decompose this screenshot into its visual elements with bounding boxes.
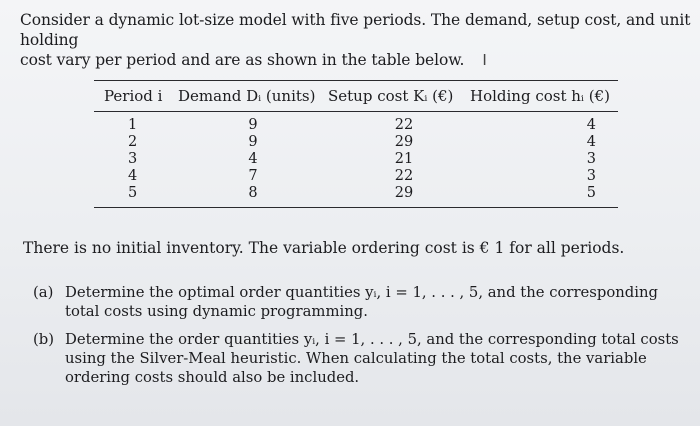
- table-row: [94, 184, 618, 201]
- cell-setup-cost: 22: [394, 116, 414, 133]
- header-holding-cost: Holding cost hᵢ (€): [470, 87, 610, 105]
- question-parts: [33, 283, 689, 396]
- cell-period: 3: [128, 150, 138, 167]
- table-row: [94, 150, 618, 167]
- cell-holding-cost: 3: [586, 167, 596, 184]
- problem-intro: [20, 10, 692, 70]
- intro-line-2-text: cost vary per period and are as shown in the table below.: [20, 51, 465, 69]
- cell-setup-cost: 21: [394, 150, 414, 167]
- cell-period: 5: [128, 184, 138, 201]
- cell-setup-cost: 22: [394, 167, 414, 184]
- intro-line-2: [20, 50, 692, 70]
- intro-line-1: Consider a dynamic lot-size model with five periods. The demand, setup cost, and unit holding: [20, 11, 691, 49]
- table-row: [94, 116, 618, 133]
- cell-period: 2: [128, 133, 138, 150]
- table-header: [94, 81, 618, 111]
- inventory-note: There is no initial inventory. The variable ordering cost is € 1 for all periods.: [23, 239, 625, 257]
- cell-demand: 4: [248, 150, 258, 167]
- cell-demand: 9: [248, 116, 258, 133]
- table-row: [94, 133, 618, 150]
- table-bottom-rule: [94, 207, 618, 208]
- cell-holding-cost: 5: [586, 184, 596, 201]
- question-part-b: [33, 330, 689, 387]
- header-setup-cost: Setup cost Kᵢ (€): [328, 87, 454, 105]
- cell-holding-cost: 3: [586, 150, 596, 167]
- data-table: [94, 80, 618, 208]
- table-row: [94, 167, 618, 184]
- part-label: (b): [33, 331, 55, 348]
- part-text: Determine the order quantities yᵢ, i = 1, . . . , 5, and the corresponding total costs using the Silver-Meal heuristic. When calculating the total costs, the variable ordering costs should also be included.: [65, 331, 679, 386]
- text-cursor-icon: I: [482, 51, 487, 69]
- cell-demand: 7: [248, 167, 258, 184]
- cell-holding-cost: 4: [586, 133, 596, 150]
- cell-demand: 9: [248, 133, 258, 150]
- cell-setup-cost: 29: [394, 133, 414, 150]
- question-part-a: [33, 283, 689, 321]
- cell-holding-cost: 4: [586, 116, 596, 133]
- header-demand: Demand Dᵢ (units): [178, 87, 316, 105]
- header-period: Period i: [104, 87, 163, 105]
- part-text: Determine the optimal order quantities yᵢ, i = 1, . . . , 5, and the corresponding total costs using dynamic programming.: [65, 284, 659, 320]
- cell-demand: 8: [248, 184, 258, 201]
- table-body: [94, 112, 618, 207]
- cell-period: 1: [128, 116, 138, 133]
- cell-period: 4: [128, 167, 138, 184]
- part-label: (a): [33, 284, 54, 301]
- cell-setup-cost: 29: [394, 184, 414, 201]
